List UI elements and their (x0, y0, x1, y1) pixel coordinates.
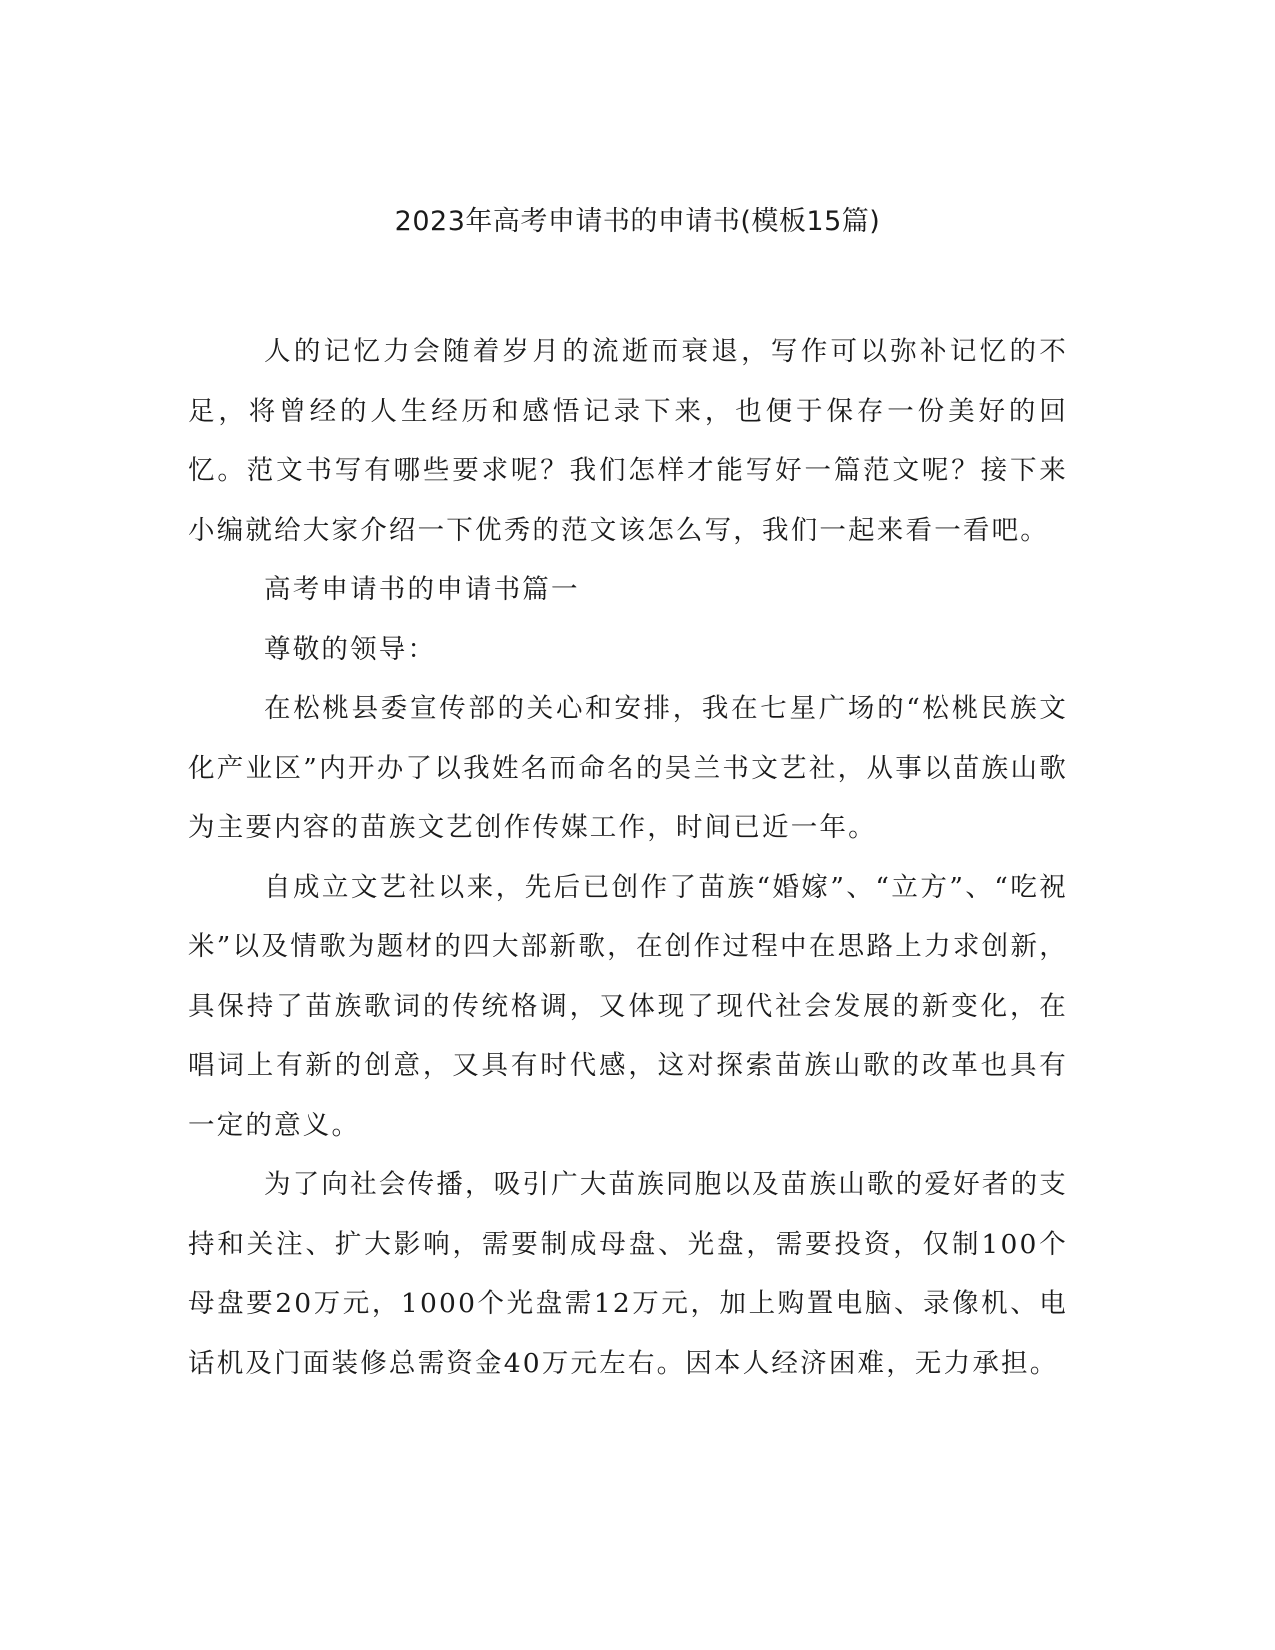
body-paragraph: 为了向社会传播，吸引广大苗族同胞以及苗族山歌的爱好者的支持和关注、扩大影响，需要制成母盘、光盘，需要投资，仅制100个母盘要20万元，1000个光盘需12万元，加上购置电脑、录像机、电话机及门面装修总需资金40万元左右。因本人经济困难，无力承担。 (188, 1169, 1068, 1379)
document-body (188, 322, 1068, 1393)
body-paragraph: 在松桃县委宣传部的关心和安排，我在七星广场的“松桃民族文化产业区”内开办了以我姓名而命名的吴兰书文艺社，从事以苗族山歌为主要内容的苗族文艺创作传媒工作，时间已近一年。 (188, 693, 1068, 843)
intro-paragraph: 人的记忆力会随着岁月的流逝而衰退，写作可以弥补记忆的不足，将曾经的人生经历和感悟记录下来，也便于保存一份美好的回忆。范文书写有哪些要求呢？我们怎样才能写好一篇范文呢？接下来小编就给大家介绍一下优秀的范文该怎么写，我们一起来看一看吧。 (188, 336, 1068, 546)
body-paragraph: 自成立文艺社以来，先后已创作了苗族“婚嫁”、“立方”、“吃祝米”以及情歌为题材的四大部新歌，在创作过程中在思路上力求创新，具保持了苗族歌词的传统格调，又体现了现代社会发展的新变化，在唱词上有新的创意，又具有时代感，这对探索苗族山歌的改革也具有一定的意义。 (188, 871, 1068, 1141)
section-heading: 高考申请书的申请书篇一 (264, 574, 580, 605)
salutation: 尊敬的领导： (264, 633, 437, 665)
document-title: 2023年高考申请书的申请书(模板15篇) (394, 206, 881, 237)
